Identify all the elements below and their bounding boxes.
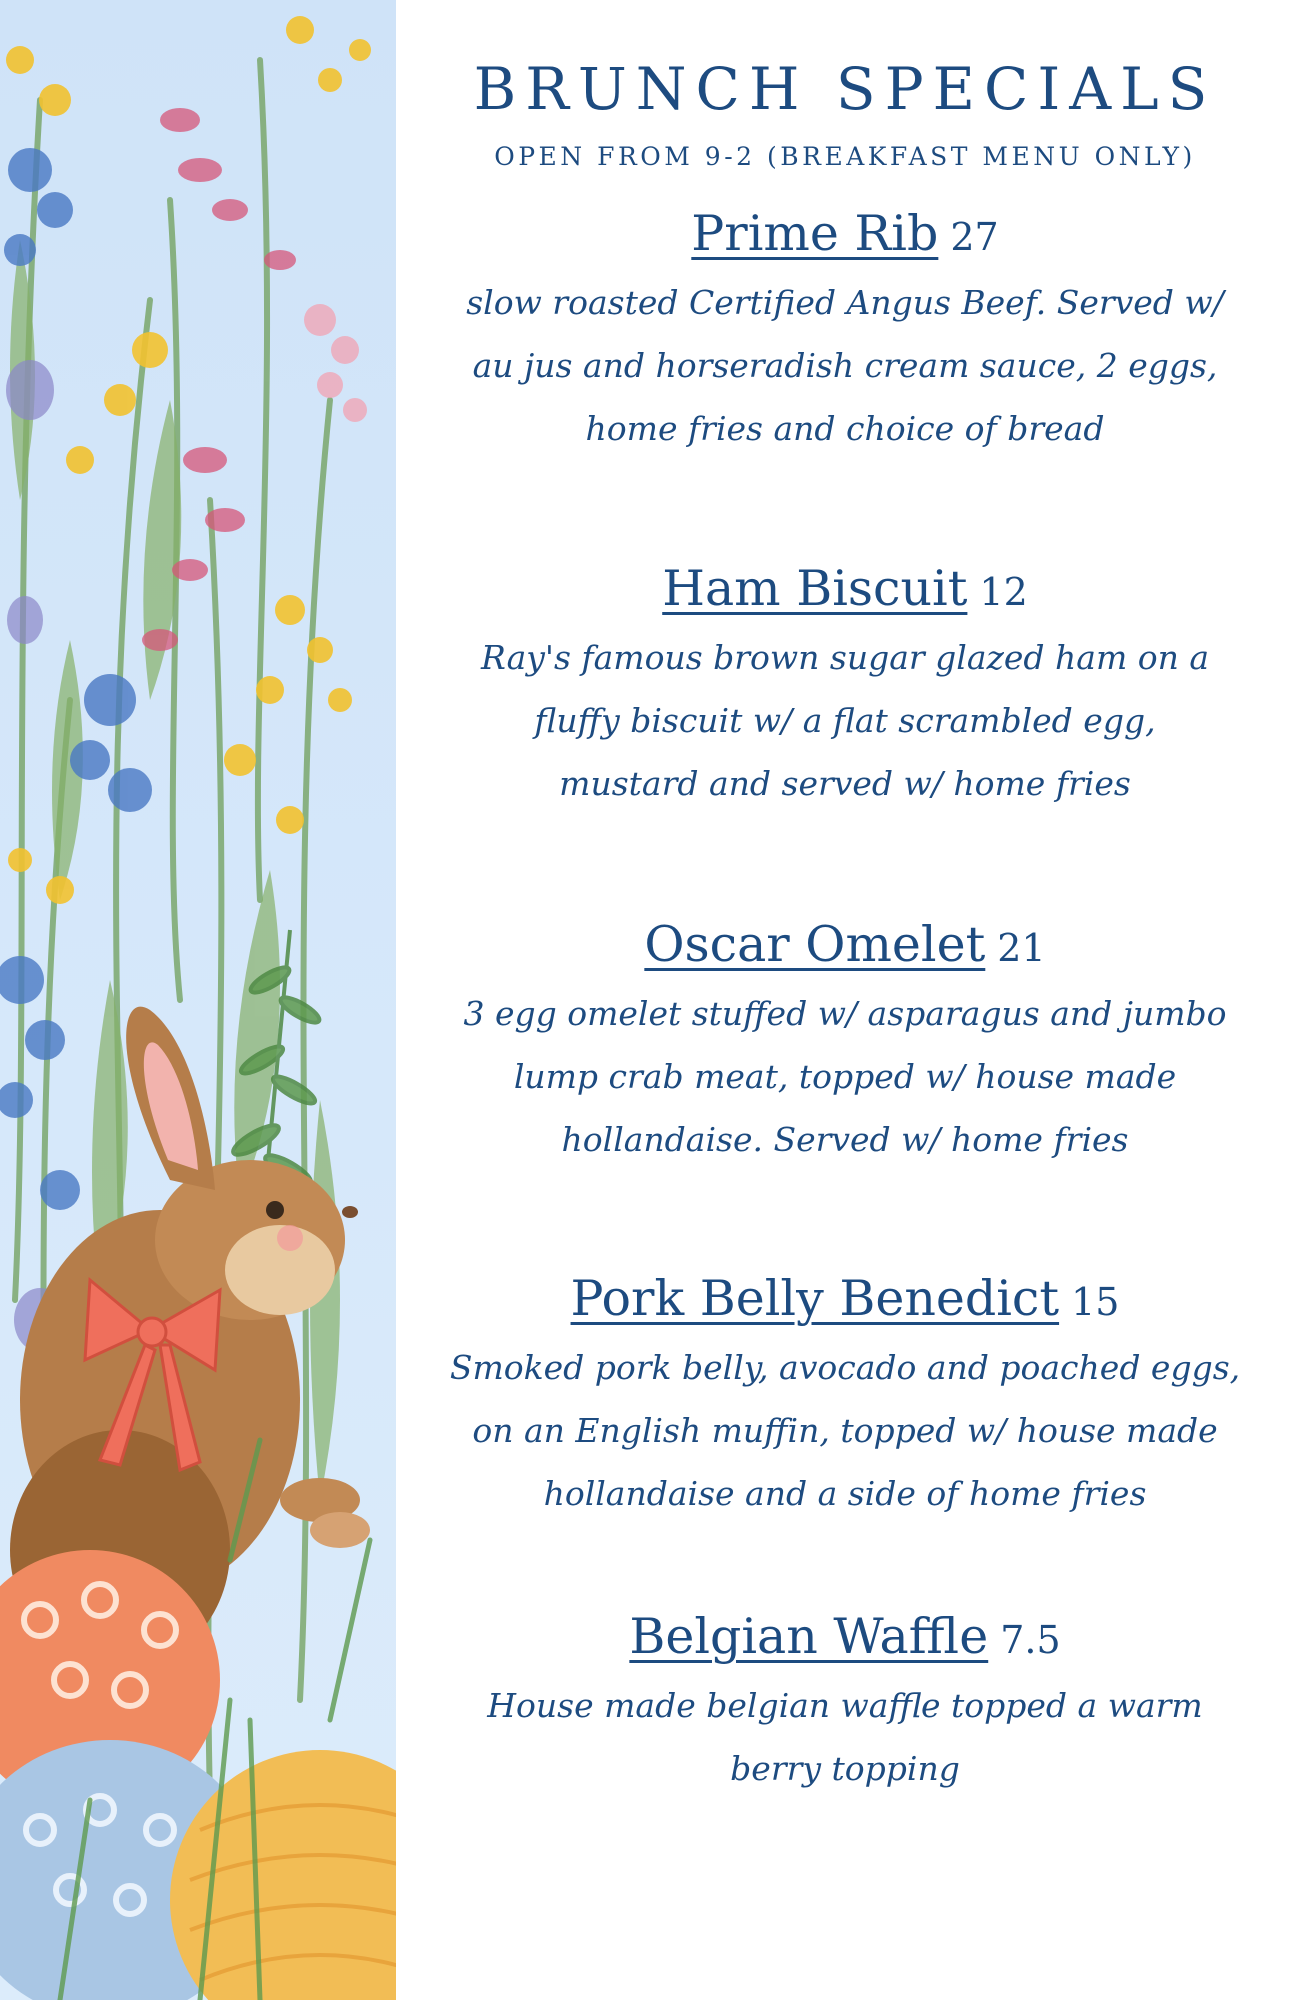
light-pink-flowers — [304, 304, 367, 422]
item-name: Prime Rib — [691, 205, 939, 262]
description-line: home fries and choice of bread — [585, 409, 1105, 448]
description-line: fluffy biscuit w/ a flat scrambled egg, — [534, 701, 1156, 740]
item-description — [396, 271, 1294, 460]
description-line: hollandaise and a side of home fries — [543, 1474, 1147, 1513]
description-line: au jus and horseradish cream sauce, 2 eggs, — [472, 346, 1218, 385]
item-name: Pork Belly Benedict — [570, 1270, 1060, 1327]
menu-item-oscar-omelet — [396, 912, 1294, 1171]
description-line: lump crab meat, topped w/ house made — [513, 1057, 1177, 1096]
item-heading — [396, 201, 1294, 267]
menu-item-ham-biscuit — [396, 556, 1294, 815]
menu-item-prime-rib — [396, 201, 1294, 460]
item-price: 15 — [1071, 1280, 1120, 1324]
item-description — [396, 1336, 1294, 1525]
description-line: berry topping — [730, 1749, 960, 1788]
description-line: on an English muffin, topped w/ house made — [472, 1411, 1218, 1450]
description-line: mustard and served w/ home fries — [559, 764, 1131, 803]
item-name: Oscar Omelet — [644, 916, 986, 973]
item-description — [396, 1674, 1294, 1800]
item-price: 12 — [979, 570, 1028, 614]
item-description — [396, 982, 1294, 1171]
menu-item-belgian-waffle — [396, 1604, 1294, 1800]
item-name: Belgian Waffle — [629, 1608, 989, 1665]
description-line: hollandaise. Served w/ home fries — [561, 1120, 1129, 1159]
item-price: 21 — [997, 926, 1046, 970]
item-price: 7.5 — [1000, 1618, 1061, 1662]
menu-item-pork-belly-benedict — [396, 1266, 1294, 1525]
item-heading — [396, 556, 1294, 622]
description-line: House made belgian waffle topped a warm — [487, 1686, 1203, 1725]
item-heading — [396, 1604, 1294, 1670]
menu-subtitle: OPEN FROM 9-2 (BREAKFAST MENU ONLY) — [494, 142, 1196, 171]
item-price: 27 — [950, 215, 999, 259]
description-line: Ray's famous brown sugar glazed ham on a — [480, 638, 1210, 677]
item-name: Ham Biscuit — [662, 560, 968, 617]
description-line: slow roasted Certified Angus Beef. Served w/ — [466, 283, 1224, 322]
spring-illustration — [0, 0, 396, 2000]
description-line: 3 egg omelet stuffed w/ asparagus and jumbo — [463, 994, 1227, 1033]
item-description — [396, 626, 1294, 815]
item-heading — [396, 1266, 1294, 1332]
floral-illustration-panel — [0, 0, 396, 2000]
menu-title: BRUNCH SPECIALS — [473, 55, 1217, 123]
description-line: Smoked pork belly, avocado and poached eggs, — [449, 1348, 1241, 1387]
item-heading — [396, 912, 1294, 978]
brunch-menu — [396, 0, 1294, 2000]
